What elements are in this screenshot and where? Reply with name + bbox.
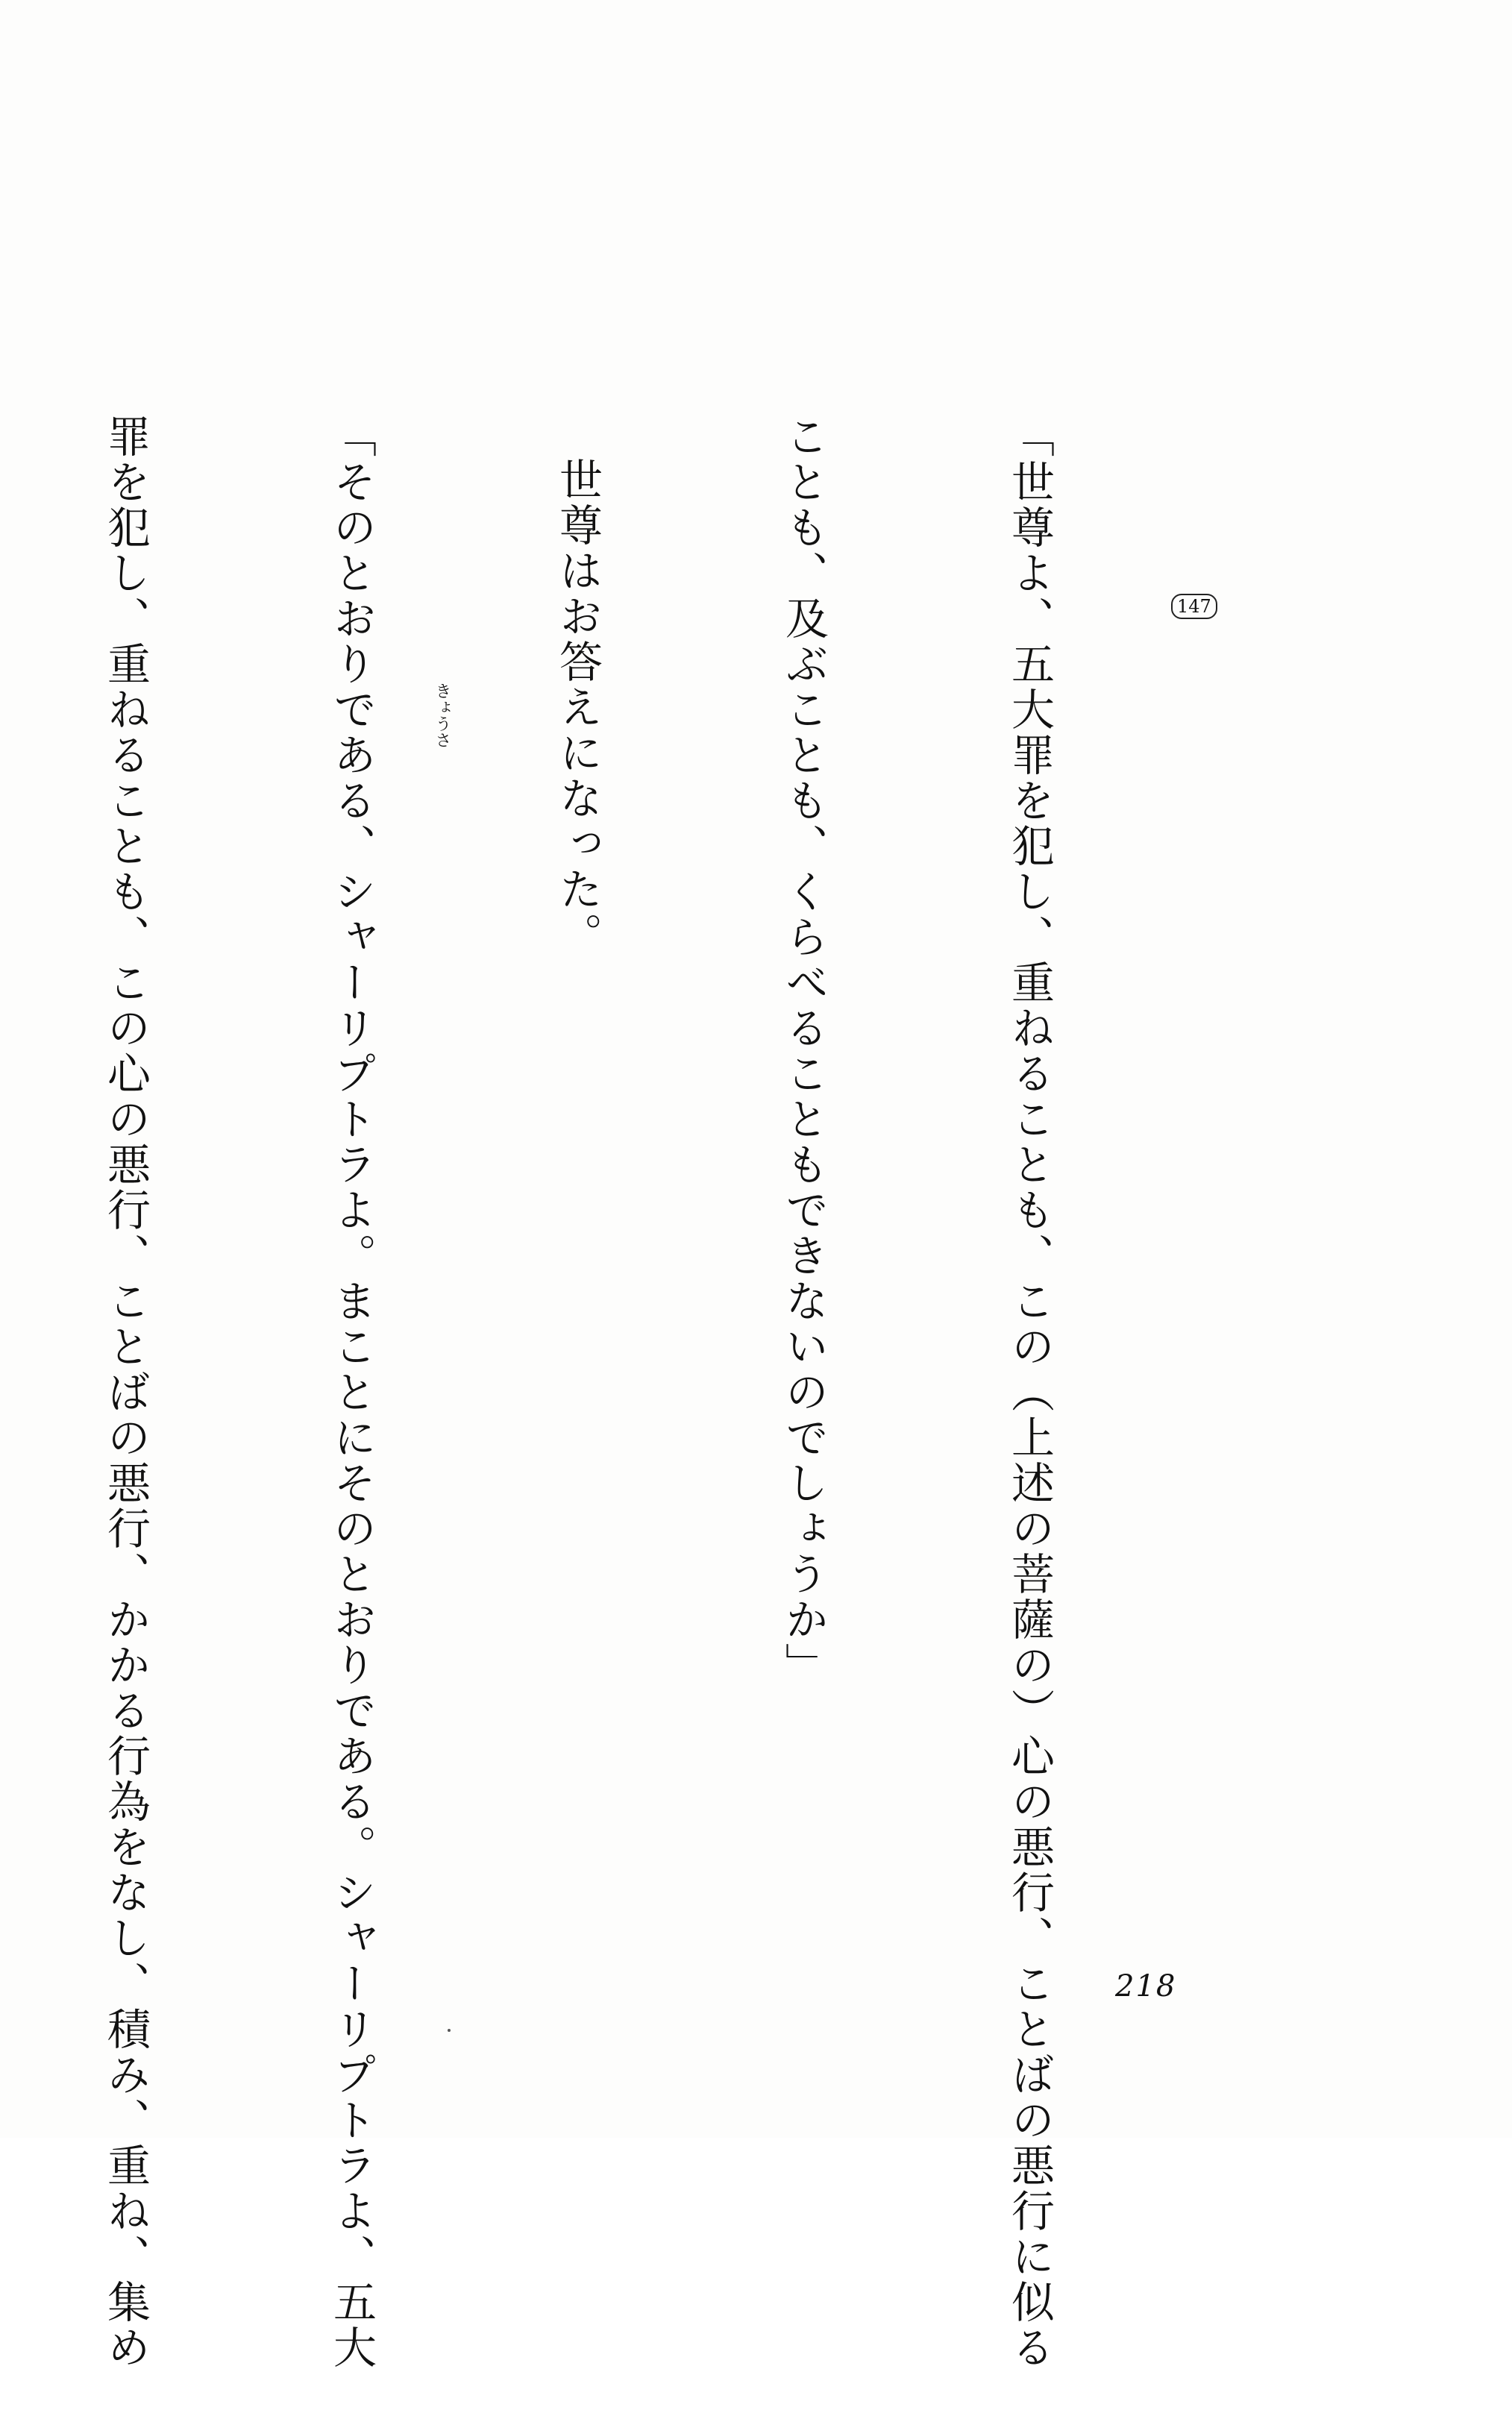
scan-speck: [448, 2029, 451, 2032]
text-line-2: ことも、及ぶことも、くらべることもできないのでしょうか」: [778, 414, 829, 1688]
note-marker: 147: [1171, 594, 1217, 619]
text-line-1: 「世尊よ、五大罪を犯し、重ねることも、この（上述の菩薩の）心の悪行、ことばの悪行に似る: [1004, 414, 1055, 2370]
text-line-4: 「そのとおりである、シャーリプトラよ。まことにそのとおりである。シャーリプトラよ、五大: [326, 414, 377, 2370]
page-number: 218: [1115, 1969, 1177, 2004]
furigana-kyousa: きょうさ: [433, 683, 451, 748]
text-line-3: 世尊はお答えになった。: [552, 457, 603, 958]
text-line-5: 罪を犯し、重ねることも、この心の悪行、ことばの悪行、かかる行為をなし、積み、重ね、集め: [100, 414, 151, 2370]
